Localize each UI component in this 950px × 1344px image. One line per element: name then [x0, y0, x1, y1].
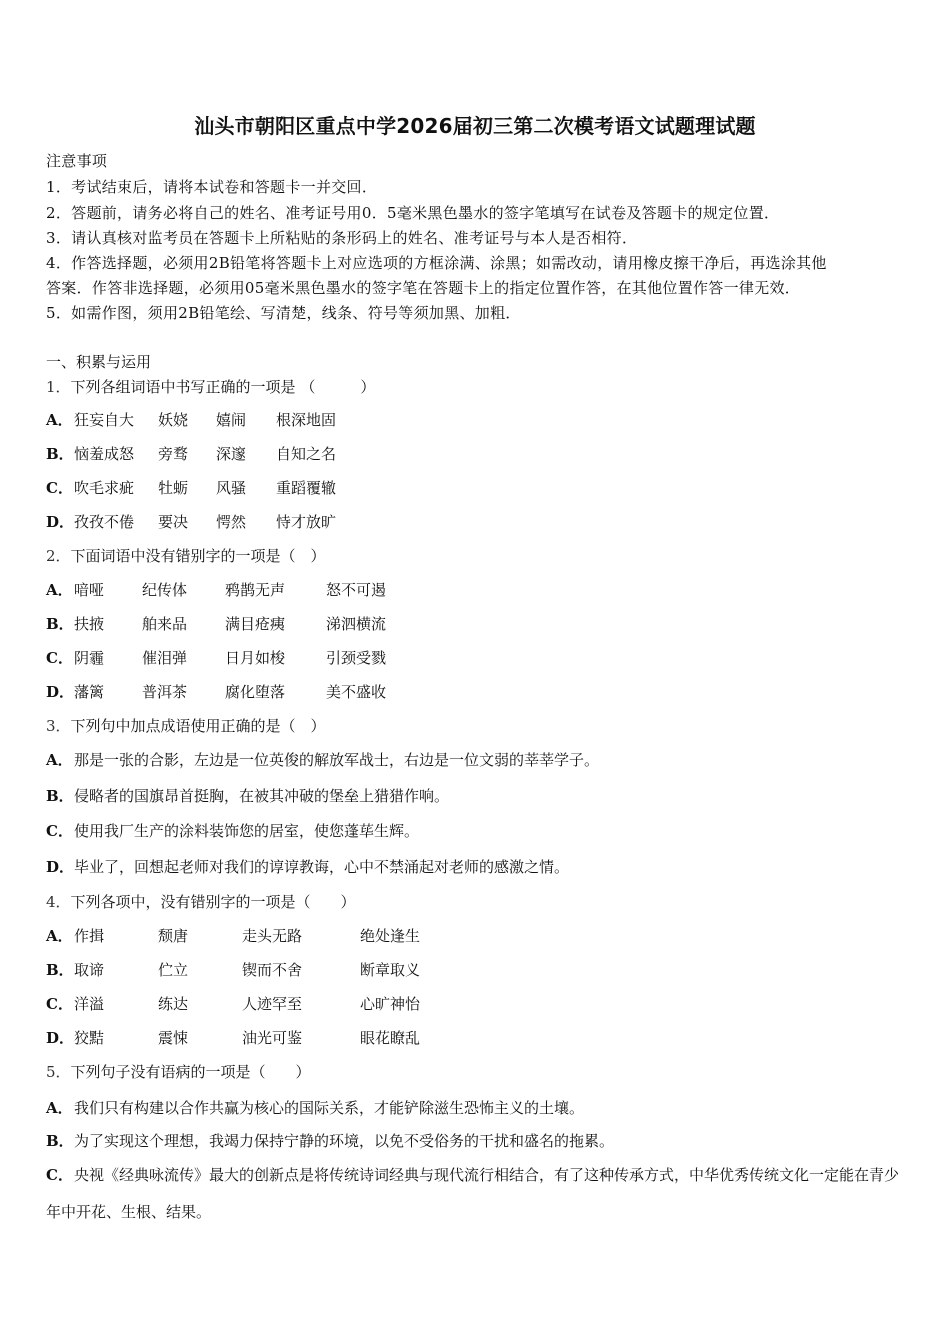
option-word: 腐化堕落 [225, 683, 286, 701]
option-word: 吹毛求疵 [74, 479, 135, 497]
q1-option-b [46, 444, 336, 464]
q3-option-b [46, 786, 449, 806]
option-word: 震悚 [158, 1029, 189, 1047]
option-word: 牡蛎 [158, 479, 189, 497]
option-word: 普洱茶 [142, 683, 188, 701]
question-3-stem [46, 716, 326, 736]
q4-option-a [46, 926, 420, 946]
option-text: 使用我厂生产的涂料装饰您的居室，使您蓬荜生辉。 [74, 822, 420, 840]
question-text: 下列各项中，没有错别字的一项是（ ） [70, 893, 356, 911]
q3-option-c [46, 821, 419, 841]
option-word: 深邃 [216, 445, 247, 463]
question-1-stem [46, 377, 375, 397]
option-word: 油光可鉴 [242, 1029, 303, 1047]
option-word: 妖娆 [158, 411, 189, 429]
option-letter: A． [46, 411, 73, 429]
question-4-stem [46, 892, 356, 912]
option-word: 眼花瞭乱 [360, 1029, 421, 1047]
option-text: 那是一张的合影，左边是一位英俊的解放军战士，右边是一位文弱的莘莘学子。 [74, 751, 600, 769]
option-word: 催泪弹 [142, 649, 188, 667]
q2-option-a [46, 580, 386, 600]
q2-option-d [46, 682, 386, 702]
q4-option-b [46, 960, 420, 980]
option-word: 走头无路 [242, 927, 303, 945]
option-letter: A． [46, 927, 73, 945]
notice-item: 4．作答选择题，必须用2B铅笔将答题卡上对应选项的方框涂满、涂黑；如需改动，请用橡皮擦干净后，再选涂其他 [46, 254, 827, 272]
option-word: 断章取义 [360, 961, 421, 979]
option-word: 洋溢 [74, 995, 105, 1013]
q4-option-c [46, 994, 420, 1014]
option-word: 根深地固 [276, 411, 337, 429]
option-text: 我们只有构建以合作共赢为核心的国际关系，才能铲除滋生恐怖主义的土壤。 [74, 1099, 585, 1117]
q5-option-a [46, 1098, 584, 1118]
question-number: 4． [46, 893, 71, 911]
option-word: 恃才放旷 [276, 513, 337, 531]
option-word: 孜孜不倦 [74, 513, 135, 531]
option-text: 央视《经典咏流传》最大的创新点是将传统诗词经典与现代流行相结合，有了这种传承方式，中华优秀传统文化一定能在青少年中开花、生根、结果。 [46, 1166, 900, 1221]
option-word: 狂妄自大 [74, 411, 135, 429]
question-number: 1． [46, 378, 71, 396]
option-text: 毕业了，回想起老师对我们的谆谆教诲，心中不禁涌起对老师的感激之情。 [74, 858, 570, 876]
q5-option-b [46, 1131, 614, 1151]
question-number: 5． [46, 1063, 71, 1081]
option-letter: A． [46, 581, 73, 599]
q1-option-c [46, 478, 336, 498]
q2-option-c [46, 648, 386, 668]
option-letter: B． [46, 787, 74, 805]
option-word: 伫立 [158, 961, 189, 979]
option-word: 旁骛 [158, 445, 189, 463]
option-word: 颓唐 [158, 927, 189, 945]
option-text: 侵略者的国旗昂首挺胸，在被其冲破的堡垒上猎猎作响。 [74, 787, 450, 805]
question-text: 下列句子没有语病的一项是（ ） [70, 1063, 311, 1081]
section-heading: 一、积累与运用 [46, 353, 152, 371]
q3-option-d [46, 857, 569, 877]
option-letter: B． [46, 615, 74, 633]
option-word: 取谛 [74, 961, 105, 979]
option-word: 纪传体 [142, 581, 188, 599]
notice-item: 3．请认真核对监考员在答题卡上所粘贴的条形码上的姓名、准考证号与本人是否相符． [46, 229, 638, 247]
option-word: 练达 [158, 995, 189, 1013]
option-word: 风骚 [216, 479, 247, 497]
question-text: 下列各组词语中书写正确的一项是 （ ） [70, 378, 376, 396]
question-number: 2． [46, 547, 71, 565]
option-word: 涕泗横流 [326, 615, 387, 633]
notice-item: 答案．作答非选择题，必须用05毫米黑色墨水的签字笔在答题卡上的指定位置作答，在其他位置作答一律无效． [46, 279, 801, 297]
option-word: 藩篱 [74, 683, 105, 701]
option-word: 恼羞成怒 [74, 445, 135, 463]
option-word: 阴霾 [74, 649, 105, 667]
notice-heading: 注意事项 [46, 152, 108, 170]
option-word: 引颈受戮 [326, 649, 387, 667]
option-word: 愕然 [216, 513, 247, 531]
option-word: 日月如梭 [225, 649, 286, 667]
option-letter: D． [46, 513, 75, 531]
option-letter: C． [46, 1166, 73, 1184]
question-text: 下列句中加点成语使用正确的是（ ） [70, 717, 326, 735]
option-letter: B． [46, 445, 74, 463]
page-title: 汕头市朝阳区重点中学2026届初三第二次模考语文试题理试题 [194, 114, 756, 138]
option-letter: D． [46, 1029, 75, 1047]
option-word: 扶掖 [74, 615, 105, 633]
option-word: 满目疮痍 [225, 615, 286, 633]
option-text: 为了实现这个理想，我竭力保持宁静的环境，以免不受俗务的干扰和盛名的拖累。 [74, 1132, 615, 1150]
option-letter: D． [46, 858, 75, 876]
option-word: 锲而不舍 [242, 961, 303, 979]
option-word: 怒不可遏 [326, 581, 387, 599]
question-number: 3． [46, 717, 71, 735]
question-2-stem [46, 546, 326, 566]
option-word: 狡黠 [74, 1029, 105, 1047]
q3-option-a [46, 750, 599, 770]
q1-option-d [46, 512, 336, 532]
q2-option-b [46, 614, 386, 634]
option-word: 绝处逢生 [360, 927, 421, 945]
question-text: 下面词语中没有错别字的一项是（ ） [70, 547, 326, 565]
notice-item: 2．答题前，请务必将自己的姓名、准考证号用0．5毫米黑色墨水的签字笔填写在试卷及答题卡的规定位置． [46, 204, 780, 222]
option-word: 要决 [158, 513, 189, 531]
option-word: 自知之名 [276, 445, 337, 463]
option-letter: C． [46, 822, 73, 840]
q5-option-c [46, 1157, 908, 1231]
option-letter: C． [46, 479, 73, 497]
option-letter: C． [46, 649, 73, 667]
option-word: 舶来品 [142, 615, 188, 633]
option-word: 喑哑 [74, 581, 105, 599]
question-5-stem [46, 1062, 311, 1082]
option-word: 重蹈覆辙 [276, 479, 337, 497]
option-word: 人迹罕至 [242, 995, 303, 1013]
option-letter: A． [46, 1099, 73, 1117]
q1-option-a [46, 410, 336, 430]
notice-item: 1．考试结束后，请将本试卷和答题卡一并交回． [46, 178, 378, 196]
option-letter: B． [46, 1132, 74, 1150]
option-word: 鸦鹊无声 [225, 581, 286, 599]
q4-option-d [46, 1028, 420, 1048]
option-word: 作揖 [74, 927, 105, 945]
option-letter: D． [46, 683, 75, 701]
option-word: 嬉闹 [216, 411, 247, 429]
option-letter: C． [46, 995, 73, 1013]
option-letter: B． [46, 961, 74, 979]
option-letter: A． [46, 751, 73, 769]
option-word: 美不盛收 [326, 683, 387, 701]
notice-item: 5．如需作图，须用2B铅笔绘、写清楚，线条、符号等须加黑、加粗． [46, 304, 521, 322]
option-word: 心旷神怡 [360, 995, 421, 1013]
